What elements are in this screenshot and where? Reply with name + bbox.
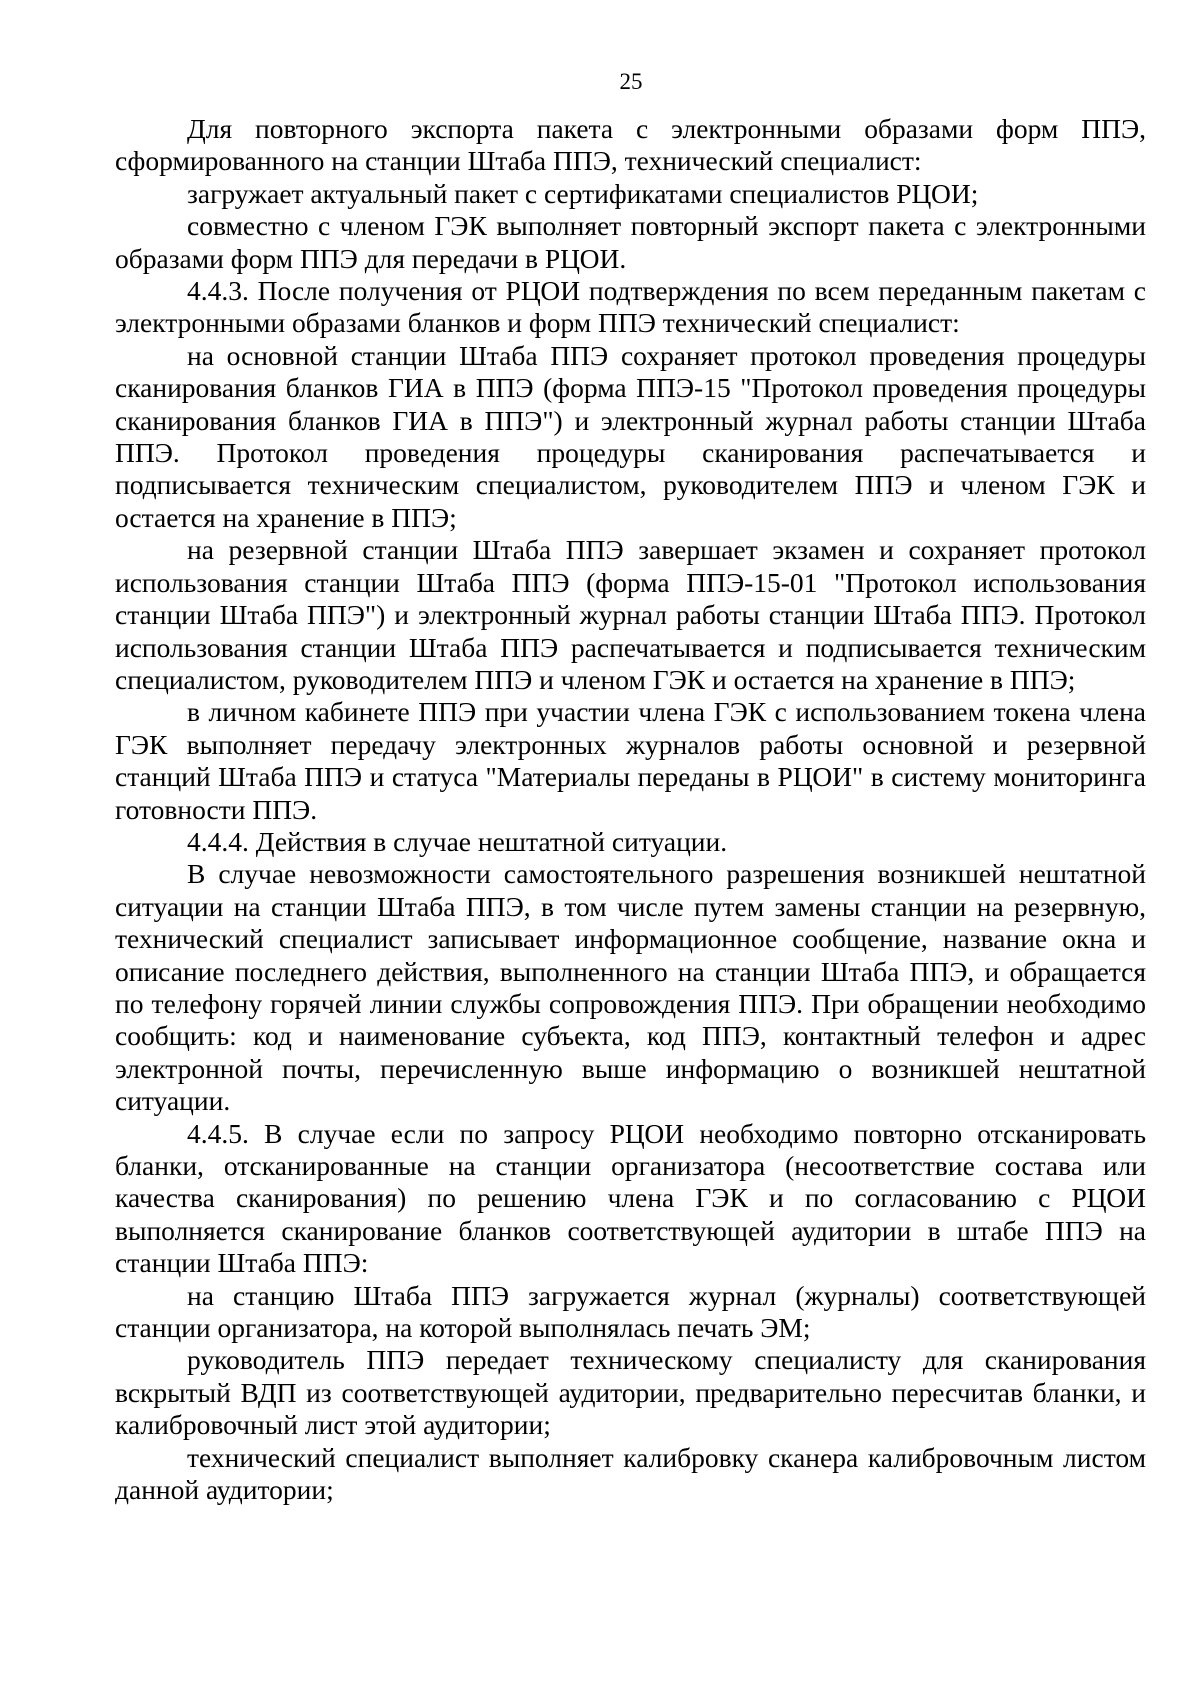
page-number: 25 bbox=[619, 69, 643, 94]
paragraph: В случае невозможности самостоятельного разрешения возникшей нештатной ситуации на станции Штаба ППЭ, в том числе путем замены станции на резервную, технический специалист записывает информационное сообщение, название окна и описание последнего действия, выполненного на станции Штаба ППЭ, и обращается по телефону горячей линии службы сопровождения ППЭ. При обращении необходимо сообщить: код и наименование субъекта, код ППЭ, контактный телефон и адрес электронной почты, перечисленную выше информацию о возникшей нештатной ситуации. bbox=[115, 858, 1146, 1117]
paragraph: на основной станции Штаба ППЭ сохраняет протокол проведения процедуры сканирования бланков ГИА в ППЭ (форма ППЭ-15 "Протокол проведения процедуры сканирования бланков ГИА в ППЭ") и электронный журнал работы станции Штаба ППЭ. Протокол проведения процедуры сканирования распечатывается и подписывается техническим специалистом, руководителем ППЭ и членом ГЭК и остается на хранение в ППЭ; bbox=[115, 339, 1146, 533]
paragraph: на станцию Штаба ППЭ загружается журнал (журналы) соответствующей станции организатора, на которой выполнялась печать ЭМ; bbox=[115, 1279, 1146, 1344]
paragraph: Для повторного экспорта пакета с электронными образами форм ППЭ, сформированного на станции Штаба ППЭ, технический специалист: bbox=[115, 113, 1146, 177]
paragraph: на резервной станции Штаба ППЭ завершает экзамен и сохраняет протокол использования станции Штаба ППЭ (форма ППЭ-15-01 "Протокол использования станции Штаба ППЭ") и электронный журнал работы станции Штаба ППЭ. Протокол использования станции Штаба ППЭ распечатывается и подписывается техническим специалистом, руководителем ППЭ и членом ГЭК и остается на хранение в ППЭ; bbox=[115, 534, 1146, 695]
section-heading: 4.4.4. Действия в случае нештатной ситуации. bbox=[187, 825, 728, 857]
section-paragraph: 4.4.5. В случае если по запросу РЦОИ необходимо повторно отсканировать бланки, отсканированные на станции организатора (несоответствие состава или качества сканирования) по решению члена ГЭК и по согласованию с РЦОИ выполняется сканирование бланков соответствующей аудитории в штабе ППЭ на станции Штаба ППЭ: bbox=[115, 1117, 1146, 1279]
paragraph: технический специалист выполняет калибровку сканера калибровочным листом данной аудитории; bbox=[115, 1441, 1146, 1506]
paragraph: совместно с членом ГЭК выполняет повторный экспорт пакета с электронными образами форм ППЭ для передачи в РЦОИ. bbox=[115, 210, 1146, 274]
paragraph: руководитель ППЭ передает техническому специалисту для сканирования вскрытый ВДП из соответствующей аудитории, предварительно пересчитав бланки, и калибровочный лист этой аудитории; bbox=[115, 1344, 1146, 1441]
paragraph: загружает актуальный пакет с сертификатами специалистов РЦОИ; bbox=[187, 177, 979, 209]
body-text bbox=[115, 113, 1146, 1506]
section-paragraph: 4.4.3. После получения от РЦОИ подтверждения по всем переданным пакетам с электронными образами бланков и форм ППЭ технический специалист: bbox=[115, 275, 1146, 339]
paragraph: в личном кабинете ППЭ при участии члена ГЭК с использованием токена члена ГЭК выполняет передачу электронных журналов работы основной и резервной станций Штаба ППЭ и статуса "Материалы переданы в РЦОИ" в систему мониторинга готовности ППЭ. bbox=[115, 696, 1146, 825]
